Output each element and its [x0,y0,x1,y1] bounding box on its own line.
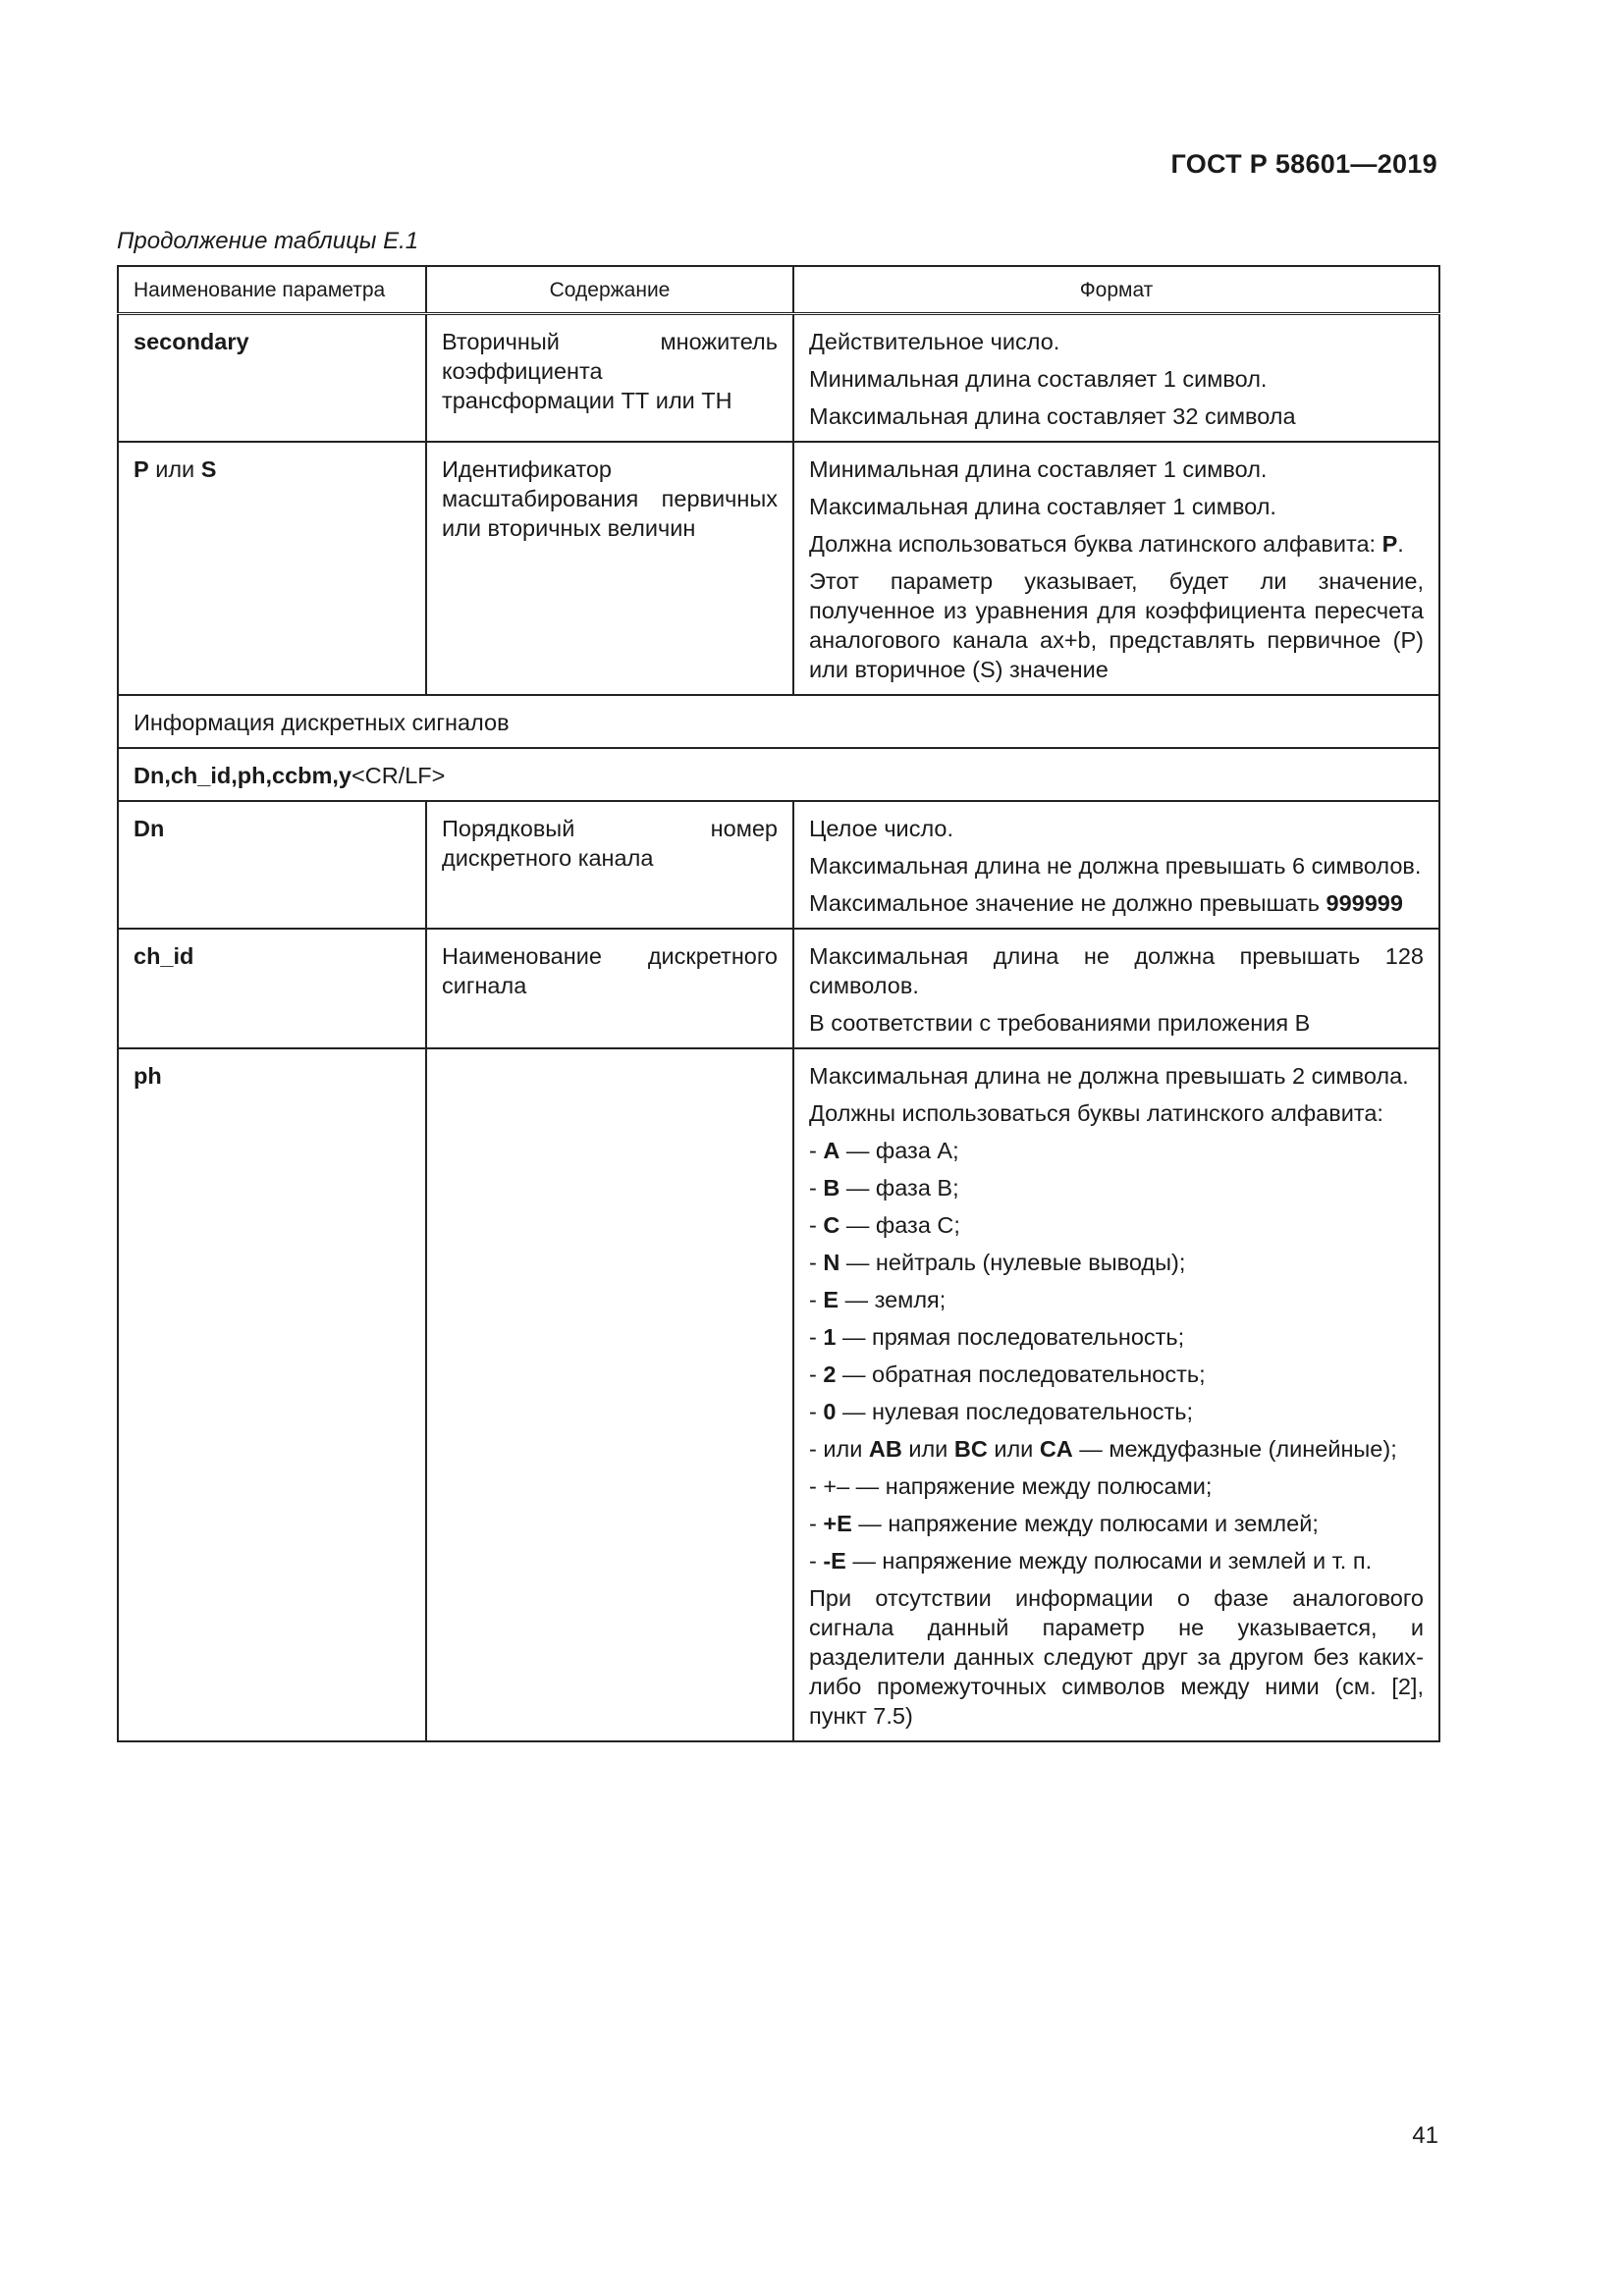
list-text: или [901,1436,954,1462]
format-note: При отсутствии информации о фазе аналогового сигнала данный параметр не указывается, и разделители данных следуют друг за другом без каких-либо промежуточных символов между ними (см. [2], пункт 7.5) [809,1585,1424,1729]
param-name-p: P [134,456,149,482]
param-content-secondary: Вторичный множитель коэффициента трансформации ТТ или ТН [426,314,793,443]
list-text: — фаза C; [839,1212,960,1238]
list-text: — прямая последовательность; [836,1324,1185,1350]
format-line: В соответствии с требованиями приложения В [809,1010,1311,1036]
format-line: Максимальная длина составляет 32 символа [809,403,1296,429]
table-row [118,748,1439,801]
param-format-secondary [793,314,1439,443]
format-line: Максимальная длина не должна превышать 2 символа. [809,1063,1409,1089]
list-item [809,1136,1424,1165]
list-text: — земля; [839,1287,947,1312]
list-text: — нейтраль (нулевые выводы); [839,1250,1186,1275]
list-code: E [823,1287,839,1312]
format-text: Должна использоваться буква латинского алфавита: [809,531,1377,557]
list-prefix: - [809,1511,824,1536]
list-prefix: - [809,1362,824,1387]
list-text: или [987,1436,1040,1462]
list-item-interphase [809,1434,1424,1464]
list-text: — фаза B; [839,1175,959,1201]
list-prefix: - [809,1212,824,1238]
list-code: CA [1039,1436,1073,1462]
syntax-fields: Dn,ch_id,ph,ccbm,y [134,763,352,788]
param-name-s: S [200,456,217,482]
list-text: — фаза A; [839,1138,959,1163]
table-row [118,695,1439,748]
param-format-dn [793,801,1439,929]
table-row [118,801,1439,929]
list-prefix: - [809,1175,824,1201]
list-text: — напряжение между полюсами и землей; [851,1511,1319,1536]
param-content-p-or-s: Идентификатор масштабирования первичных или вторичных величин [426,442,793,695]
param-name-dn: Dn [118,801,426,929]
list-text: — напряжение между полюсами и землей и т. п. [845,1548,1373,1574]
param-content-ph [426,1048,793,1741]
list-prefix: - [809,1473,824,1499]
list-text: — обратная последовательность; [836,1362,1206,1387]
format-line: Целое число. [809,816,954,841]
format-code: P [1381,531,1398,557]
document-code: ГОСТ Р 58601—2019 [1170,149,1437,179]
list-code: C [823,1212,840,1238]
format-line: Максимальная длина не должна превышать 128 символов. [809,943,1424,998]
list-item [809,1173,1424,1202]
param-name-secondary: secondary [118,314,426,443]
param-format-ph [793,1048,1439,1741]
list-code: -E [823,1548,846,1574]
param-name-p-or-s [118,442,426,695]
param-name-ph: ph [118,1048,426,1741]
list-item [809,1360,1424,1389]
list-item [809,1546,1424,1575]
list-text: — нулевая последовательность; [836,1399,1193,1424]
format-text: . [1397,531,1404,557]
format-line: Действительное число. [809,329,1060,354]
list-code: 1 [823,1324,837,1350]
param-format-p-or-s [793,442,1439,695]
format-line: Минимальная длина составляет 1 символ. [809,366,1268,392]
param-content-ch-id: Наименование дискретного сигнала [426,929,793,1048]
syntax-terminator: <CR/LF> [352,763,446,788]
table-header-row [118,266,1439,314]
table-row [118,442,1439,695]
format-line: Минимальная длина составляет 1 символ. [809,456,1268,482]
list-text: — междуфазные (линейные); [1072,1436,1397,1462]
list-prefix: - [809,1287,824,1312]
format-line: Должны использоваться буквы латинского алфавита: [809,1100,1383,1126]
parameter-table [117,265,1440,1742]
format-line: Максимальная длина не должна превышать 6 символов. [809,853,1422,879]
column-header-name: Наименование параметра [118,266,426,314]
list-code: A [823,1138,840,1163]
format-line: Этот параметр указывает, будет ли значение, полученное из уравнения для коэффициента пересчета аналогового канала ax+b, представлять первичное (P) или вторичное (S) значение [809,568,1424,682]
list-prefix: - [809,1324,824,1350]
list-code: AB [868,1436,902,1462]
list-prefix: - [809,1250,824,1275]
list-code: B [823,1175,840,1201]
list-text: +– — напряжение между полюсами; [823,1473,1213,1499]
record-syntax [118,748,1439,801]
list-item [809,1322,1424,1352]
list-item [809,1397,1424,1426]
list-prefix: - [809,1548,824,1574]
list-item [809,1509,1424,1538]
list-code: BC [953,1436,988,1462]
param-name-or: или [148,456,201,482]
format-line [809,888,1424,918]
param-content-dn: Порядковый номер дискретного канала [426,801,793,929]
page-number: 41 [1412,2122,1438,2149]
table-row [118,929,1439,1048]
format-text: Максимальное значение не должно превышать [809,890,1320,916]
list-item [809,1471,1424,1501]
section-title: Информация дискретных сигналов [118,695,1439,748]
column-header-content: Содержание [426,266,793,314]
list-item [809,1248,1424,1277]
list-text: - или [809,1436,869,1462]
list-code: 2 [823,1362,837,1387]
list-item [809,1285,1424,1314]
list-prefix: - [809,1399,824,1424]
param-format-ch-id [793,929,1439,1048]
table-row [118,1048,1439,1741]
list-prefix: - [809,1138,824,1163]
table-caption: Продолжение таблицы Е.1 [117,228,419,254]
list-code: 0 [823,1399,837,1424]
list-item [809,1210,1424,1240]
list-code: N [823,1250,840,1275]
format-line [809,529,1424,559]
column-header-format: Формат [793,266,1439,314]
format-line: Максимальная длина составляет 1 символ. [809,494,1276,519]
list-code: +E [823,1511,852,1536]
param-name-ch-id: ch_id [118,929,426,1048]
format-code: 999999 [1326,890,1403,916]
table-row [118,314,1439,443]
